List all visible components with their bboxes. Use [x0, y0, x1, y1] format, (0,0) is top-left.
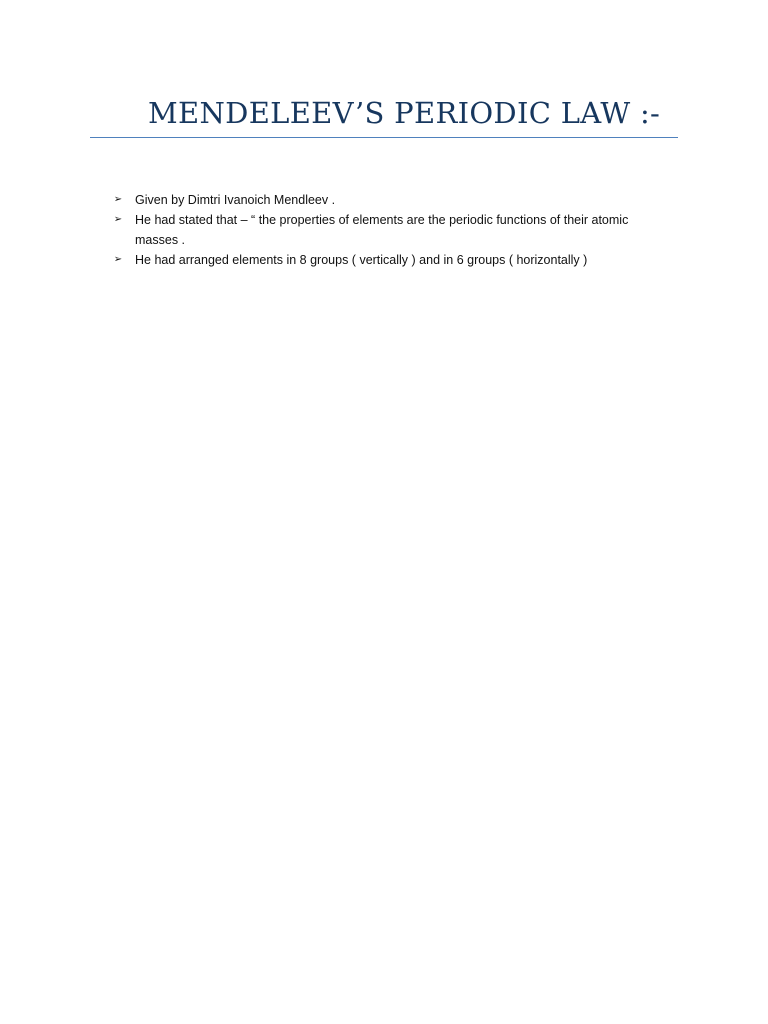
arrowhead-bullet-icon: ➢: [113, 214, 123, 225]
list-item-text: He had stated that – “ the properties of elements are the periodic functions of their atomic masses .: [135, 213, 629, 247]
title-underline: [90, 137, 678, 138]
list-item: [108, 210, 668, 250]
list-item: [108, 250, 668, 270]
bullet-list: [108, 190, 668, 270]
list-item-text: Given by Dimtri Ivanoich Mendleev .: [135, 193, 336, 207]
list-item-text: He had arranged elements in 8 groups ( vertically ) and in 6 groups ( horizontally ): [135, 253, 588, 267]
page-title: MENDELEEV’S PERIODIC LAW :-: [148, 96, 661, 130]
arrowhead-bullet-icon: ➢: [113, 254, 123, 265]
arrowhead-bullet-icon: ➢: [113, 194, 123, 205]
list-item: [108, 190, 668, 210]
